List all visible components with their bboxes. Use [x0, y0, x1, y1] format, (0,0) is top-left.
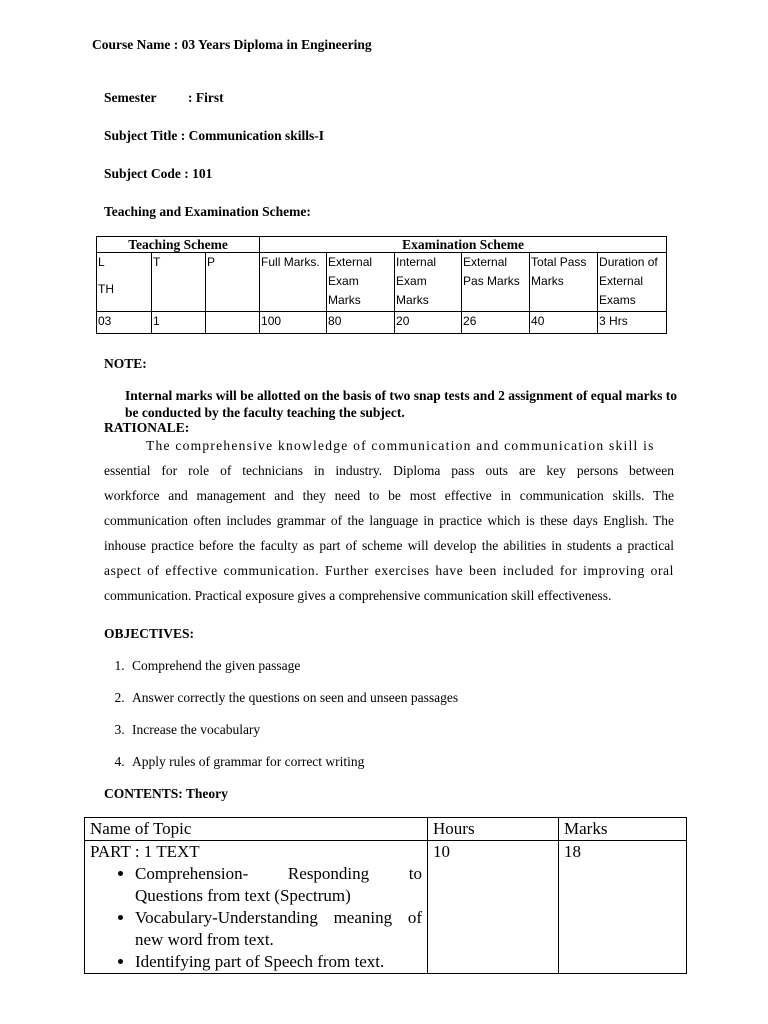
- col-full-marks: Full Marks.: [260, 253, 327, 312]
- part-title: PART : 1 TEXT: [90, 842, 200, 861]
- objective-item: 4. Apply rules of grammar for correct writing: [128, 750, 458, 782]
- rationale-paragraph: [104, 433, 674, 608]
- marks-cell: 18: [559, 841, 687, 974]
- header-hours: Hours: [428, 818, 559, 841]
- rationale-line: The comprehensive knowledge of communication and communication skill is: [146, 438, 655, 453]
- cell-total-pass-marks: 40: [530, 312, 598, 334]
- rationale-line: workforce and management and they need to be most effective in communication skills. The: [104, 488, 674, 503]
- col-total-pass-marks: Total Pass Marks: [530, 253, 598, 312]
- rationale-line: aspect of effective communication. Further exercises have been included for improving oral: [104, 563, 674, 578]
- cell-p: [206, 312, 260, 334]
- semester-label: Semester: [104, 90, 157, 105]
- header-name-of-topic: Name of Topic: [85, 818, 428, 841]
- rationale-line: inhouse practice before the faculty as part of scheme will develop the abilities in students a practical: [104, 538, 674, 553]
- topic-bullet: • Comprehension- Responding to Questions from text (Spectrum): [135, 863, 422, 907]
- col-t: T: [152, 253, 206, 312]
- cell-t: 1: [152, 312, 206, 334]
- teaching-scheme-header: Teaching Scheme: [97, 237, 260, 253]
- cell-l: 03: [97, 312, 152, 334]
- contents-table: [84, 817, 687, 974]
- col-l-th: L TH: [97, 253, 152, 312]
- scheme-table: [96, 236, 667, 334]
- semester-value: : First: [188, 90, 224, 105]
- hours-cell: 10: [428, 841, 559, 974]
- topic-bullet: • Identifying part of Speech from text.: [135, 951, 422, 973]
- note-text: Internal marks will be allotted on the basis of two snap tests and 2 assignment of equal marks to be conducted by the faculty teaching the subject.: [125, 388, 678, 420]
- rationale-line: communication. Practical exposure gives a comprehensive communication skill effectiveness.: [104, 588, 612, 603]
- objectives-heading: OBJECTIVES:: [104, 626, 195, 641]
- objective-item: 1. Comprehend the given passage: [128, 654, 458, 686]
- col-external-exam-marks: External Exam Marks: [327, 253, 395, 312]
- col-external-pas-marks: External Pas Marks: [462, 253, 530, 312]
- cell-duration: 3 Hrs: [598, 312, 667, 334]
- header-marks: Marks: [559, 818, 687, 841]
- objectives-list: [104, 654, 458, 782]
- cell-external-pas-marks: 26: [462, 312, 530, 334]
- note-heading: NOTE:: [104, 356, 147, 371]
- teaching-exam-heading: Teaching and Examination Scheme:: [104, 204, 311, 219]
- rationale-line: essential for role of technicians in industry. Diploma pass outs are key persons between: [104, 463, 674, 478]
- topic-bullet: • Vocabulary-Understanding meaning of new word from text.: [135, 907, 422, 951]
- examination-scheme-header: Examination Scheme: [260, 237, 667, 253]
- col-duration: Duration of External Exams: [598, 253, 667, 312]
- rationale-line: communication often includes grammar of the language in practice which is these days English. The: [104, 513, 674, 528]
- topic-cell: [85, 841, 428, 974]
- objective-item: 2. Answer correctly the questions on seen and unseen passages: [128, 686, 458, 718]
- cell-external-exam-marks: 80: [327, 312, 395, 334]
- subject-title: Subject Title : Communication skills-I: [104, 128, 325, 143]
- cell-internal-exam-marks: 20: [395, 312, 462, 334]
- cell-full-marks: 100: [260, 312, 327, 334]
- course-name: Course Name : 03 Years Diploma in Engineering: [92, 37, 372, 52]
- topic-bullets: [90, 863, 422, 973]
- contents-heading: CONTENTS: Theory: [104, 786, 228, 801]
- col-internal-exam-marks: Internal Exam Marks: [395, 253, 462, 312]
- rationale-heading: RATIONALE:: [104, 420, 190, 435]
- objective-item: 3. Increase the vocabulary: [128, 718, 458, 750]
- col-p: P: [206, 253, 260, 312]
- subject-code: Subject Code : 101: [104, 166, 213, 181]
